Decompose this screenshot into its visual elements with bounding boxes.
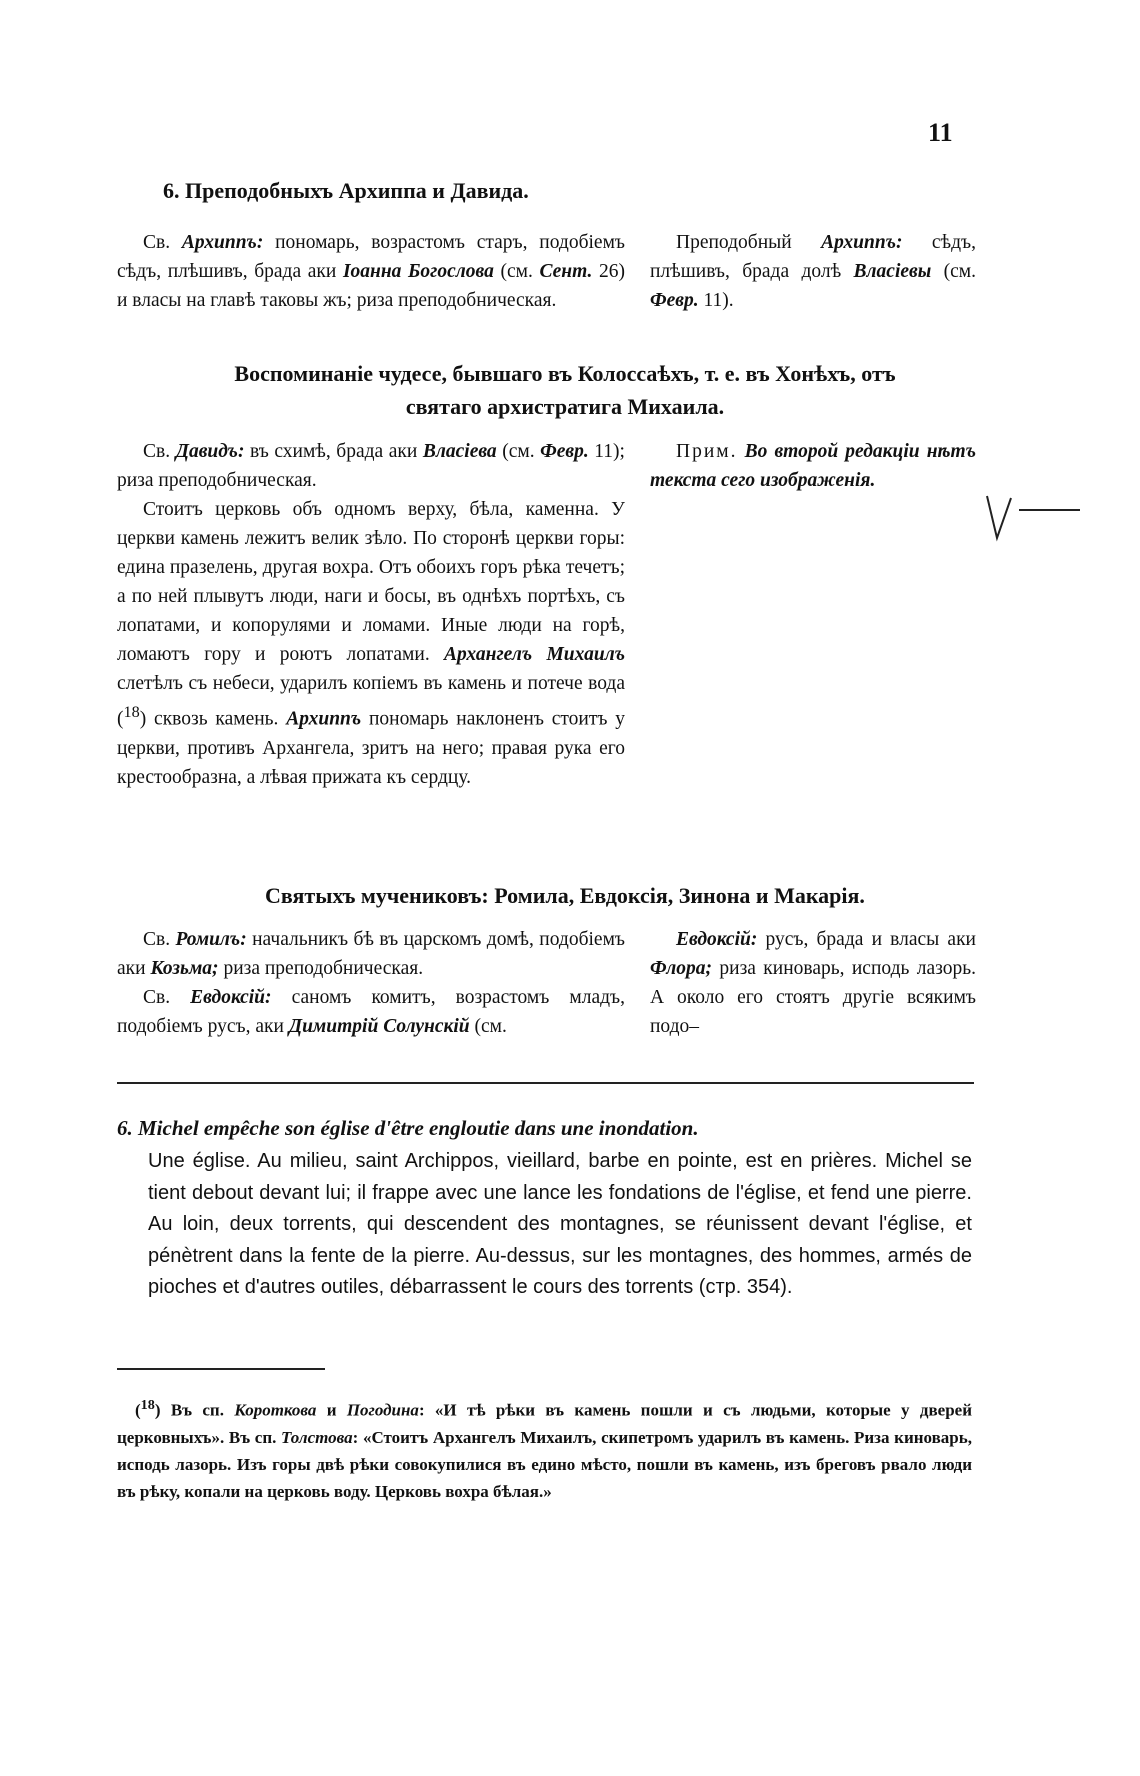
french-heading: 6. Michel empêche son église d'être engloutie dans une inondation. <box>117 1116 699 1140</box>
martyrs-description: Св. Ромилъ: начальникъ бѣ въ царскомъ домѣ, подобіемъ аки Козьма; риза преподобническая. Св. Евдоксій: саномъ комитъ, возрастомъ младъ, подобіемъ русъ, аки Димитрій Солунскій (см. <box>117 929 626 1037</box>
french-body: Une église. Au milieu, saint Archippos, vieillard, barbe en pointe, est en prières. Michel se tient debout devant lui; il frappe avec une lance les fondations de l'église, et fend une pierre. Au loin, deux torrents, qui descendent des montagnes, se réunissent devant l'église, et pénètrent dans la fente de la pierre. Au-dessus, sur les montagnes, des hommes, armés de pioches et d'autres outiles, débarrassent le cours des torrents (стр. 354). <box>148 1150 972 1298</box>
archippus-variant: Преподобный Архиппъ: сѣдъ, плѣшивъ, брада долѣ Власіевы (см. Февр. 11). <box>650 232 976 311</box>
miracle-description: Св. Давидъ: въ схимѣ, брада аки Власіева (см. Февр. 11); риза преподобническая. Стоитъ церковь объ одномъ верху, бѣла, каменна. У церкви камень лежитъ велик зѣло. По сторонѣ церкви горы: едина празелень, другая вохра. Отъ обоихъ горъ рѣка течетъ; а по ней плывутъ люди, наги и босы, въ однѣхъ портѣхъ, съ лопатами, и копорулями и ломами. Иные люди на горѣ, ломаютъ гору и роютъ лопатами. Архангелъ Михаилъ слетѣлъ съ небеси, ударилъ копіемъ въ камень и потече вода ($^{18}$) сквозь камень. Архиппъ пономарь наклоненъ стоитъ у церкви, противъ Архангела, зритъ на него; правая рука его крестообразна, а лѣвая прижата къ сердцу. <box>117 441 625 788</box>
margin-pen-mark <box>975 488 1085 548</box>
archippus-description: Св. Архиппъ: пономарь, возрастомъ старъ, подобіемъ сѣдъ, плѣшивъ, брада аки Іоанна Богослова (см. Сент. 26) и власы на главѣ таковы жъ; риза преподобническая. <box>117 232 625 311</box>
page-number: 11 <box>928 118 953 147</box>
footnote: ($^{18}$) Въ сп. Короткова и Погодина: «И тѣ рѣки въ камень пошли и съ людьми, которые у дверей церковныхъ». Въ сп. Толстова: «Стоитъ Архангелъ Михаилъ, скипетромъ ударилъ въ камень. Риза киноварь, исподь лазорь. Изъ горы двѣ рѣки совокупилися въ едино мѣсто, пошли въ камень, изъ бреговъ рвало люди въ рѣку, копали на церковь воду. Церковь вохра бѣлая.» <box>117 1397 972 1501</box>
section-heading: 6. Преподобныхъ Архиппа и Давида. <box>163 178 529 203</box>
miracle-heading: Воспоминаніе чудесе, бывшаго въ Колоссаѣхъ, т. е. въ Хонѣхъ, отъ святаго архистратига Михаила. <box>234 361 896 419</box>
martyrs-heading: Святыхъ мучениковъ: Ромила, Евдоксія, Зинона и Макарія. <box>265 883 865 908</box>
martyrs-variant: Евдоксій: русъ, брада и власы аки Флора; риза киноварь, исподь лазорь. А около его стоятъ другіе всякимъ подо– <box>650 929 976 1037</box>
footnote-divider <box>117 1368 325 1370</box>
miracle-note: Прим. Во второй редакціи нѣтъ текста сего изображенія. <box>650 441 976 491</box>
section-divider <box>117 1082 974 1084</box>
